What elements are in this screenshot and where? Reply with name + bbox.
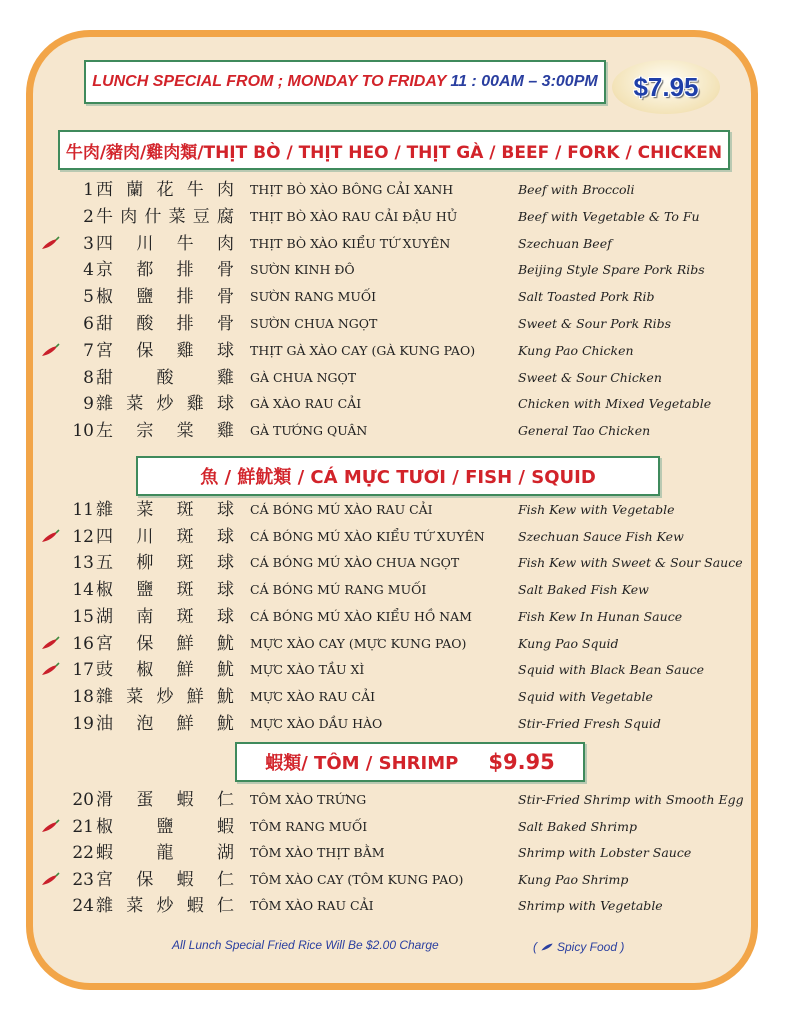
item-english-name: Shrimp with Lobster Sauce: [518, 845, 692, 861]
item-chinese-name: 宮 保 蝦 仁: [96, 869, 234, 890]
item-chinese-name: 四 川 斑 球: [96, 526, 234, 547]
item-chinese-name: 左 宗 棠 雞: [96, 421, 234, 442]
item-english-name: Salt Baked Shrimp: [518, 818, 638, 834]
item-chinese-name: 雜 菜 斑 球: [96, 500, 234, 520]
item-vietnamese-name: GÀ TƯỚNG QUÂN: [250, 423, 368, 439]
item-chinese-name: 椒 鹽 排 骨: [96, 287, 234, 308]
menu-item-row: [40, 257, 750, 283]
chili-pepper-icon: [40, 234, 60, 254]
menu-item-row: [40, 577, 750, 603]
item-vietnamese-name: CÁ BÓNG MÚ XÀO CHUA NGỌT: [250, 555, 460, 571]
item-number: 2: [83, 206, 94, 227]
menu-item-row: [40, 524, 750, 550]
item-chinese-name: 五 柳 斑 球: [96, 553, 234, 574]
item-number: 5: [83, 287, 94, 308]
item-english-name: Beef with Broccoli: [518, 182, 635, 197]
item-vietnamese-name: CÁ BÓNG MÚ XÀO KIỂU TỨ XUYÊN: [250, 528, 485, 544]
item-vietnamese-name: TÔM XÀO THỊT BẰM: [250, 845, 385, 861]
menu-item-row: [40, 391, 750, 417]
item-chinese-name: 宮 保 鮮 魷: [96, 633, 234, 654]
item-chinese-name: 甜 酸 排 骨: [96, 314, 234, 334]
lunch-special-text: LUNCH SPECIAL FROM ; MONDAY TO FRIDAY: [92, 73, 447, 90]
chili-pepper-icon: [40, 341, 60, 361]
item-number: 4: [83, 260, 94, 281]
menu-item-row: [40, 418, 750, 444]
item-chinese-name: 油 泡 鮮 魷: [96, 713, 234, 734]
item-english-name: Chicken with Mixed Vegetable: [518, 396, 712, 412]
menu-item-row: [40, 657, 750, 683]
item-chinese-name: 宮 保 雞 球: [96, 340, 234, 361]
item-vietnamese-name: MỰC XÀO TẦU XÌ: [250, 662, 365, 678]
menu-item-row: [40, 204, 750, 230]
item-number: 14: [72, 580, 94, 601]
item-english-name: Fish Kew with Vegetable: [518, 502, 675, 517]
item-english-name: Stir-Fried Fresh Squid: [518, 715, 661, 731]
section-title: 牛肉/豬肉/雞肉類/THỊT BÒ / THỊT HEO / THỊT GÀ / BEEF / FORK / CHICKEN: [65, 142, 723, 163]
item-number: 18: [72, 686, 94, 707]
section-header-beef-pork-chicken: [58, 130, 730, 170]
spicy-legend: [533, 940, 624, 954]
item-number: 7: [83, 340, 94, 361]
section-title: 蝦類/ TÔM / SHRIMP: [265, 753, 459, 774]
item-chinese-name: 雜 菜 炒 雞 球: [96, 394, 234, 415]
item-english-name: Salt Toasted Pork Rib: [518, 289, 655, 305]
item-chinese-name: 豉 椒 鮮 魷: [96, 660, 234, 681]
item-chinese-name: 蝦 龍 湖: [96, 843, 234, 864]
item-number: 10: [72, 421, 94, 442]
item-vietnamese-name: SƯỜN RANG MUỐI: [250, 289, 377, 305]
item-vietnamese-name: THỊT GÀ XÀO CAY (GÀ KUNG PAO): [250, 342, 476, 358]
item-vietnamese-name: TÔM XÀO CAY (TÔM KUNG PAO): [250, 871, 464, 887]
menu-item-row: [40, 231, 750, 257]
item-chinese-name: 椒 鹽 蝦: [96, 816, 234, 837]
item-number: 13: [72, 553, 94, 574]
item-english-name: Beijing Style Spare Pork Ribs: [518, 262, 705, 278]
item-number: 20: [72, 790, 94, 810]
item-vietnamese-name: THỊT BÒ XÀO BÔNG CẢI XANH: [250, 182, 454, 197]
menu-item-row: [40, 497, 750, 523]
item-number: 8: [83, 367, 94, 388]
item-english-name: Szechuan Sauce Fish Kew: [518, 528, 684, 544]
menu-item-row: [40, 338, 750, 364]
item-vietnamese-name: MỰC XÀO CAY (MỰC KUNG PAO): [250, 635, 467, 651]
item-english-name: Fish Kew In Hunan Sauce: [518, 608, 683, 624]
item-number: 17: [72, 660, 94, 681]
item-vietnamese-name: GÀ CHUA NGỌT: [250, 369, 357, 385]
item-number: 22: [72, 843, 94, 864]
item-number: 15: [72, 606, 94, 627]
item-vietnamese-name: SƯỜN KINH ĐÔ: [250, 262, 355, 278]
item-vietnamese-name: TÔM RANG MUỐI: [250, 818, 368, 834]
item-english-name: Sweet & Sour Pork Ribs: [518, 316, 672, 331]
menu-item-row: [40, 550, 750, 576]
chili-pepper-icon: [40, 527, 60, 547]
item-english-name: Stir-Fried Shrimp with Smooth Egg: [518, 792, 744, 807]
section-price: $9.95: [488, 750, 555, 774]
item-english-name: Fish Kew with Sweet & Sour Sauce: [518, 555, 743, 571]
lunch-price-badge: [612, 60, 720, 114]
menu-item-row: [40, 631, 750, 657]
item-english-name: Kung Pao Squid: [518, 635, 619, 651]
item-number: 16: [72, 633, 94, 654]
menu-item-row: [40, 840, 750, 866]
menu-item-row: [40, 814, 750, 840]
item-chinese-name: 西 蘭 花 牛 肉: [96, 180, 234, 200]
item-english-name: Beef with Vegetable & To Fu: [518, 208, 700, 224]
item-vietnamese-name: CÁ BÓNG MÚ RANG MUỐI: [250, 582, 427, 598]
item-number: 1: [83, 180, 94, 200]
chili-pepper-icon: [40, 870, 60, 890]
fried-rice-charge-note: All Lunch Special Fried Rice Will Be $2.00 Charge: [172, 938, 439, 952]
item-english-name: Shrimp with Vegetable: [518, 898, 663, 914]
chili-pepper-icon: [40, 634, 60, 654]
item-vietnamese-name: THỊT BÒ XÀO KIỂU TỨ XUYÊN: [250, 235, 451, 251]
item-number: 12: [72, 526, 94, 547]
spicy-legend-open: (: [533, 940, 537, 954]
lunch-hours: 11 : 00AM – 3:00PM: [450, 73, 598, 90]
item-vietnamese-name: MỰC XÀO RAU CẢI: [250, 688, 376, 704]
menu-item-row: [40, 311, 750, 337]
item-vietnamese-name: THỊT BÒ XÀO RAU CẢI ĐẬU HỦ: [250, 208, 458, 224]
item-chinese-name: 椒 鹽 斑 球: [96, 580, 234, 601]
section-header-fish-squid: [136, 456, 660, 496]
menu-item-row: [40, 284, 750, 310]
menu-item-row: [40, 177, 750, 203]
item-chinese-name: 四 川 牛 肉: [96, 233, 234, 254]
lunch-price: $7.95: [633, 71, 699, 102]
menu-item-row: [40, 711, 750, 737]
menu-item-row: [40, 684, 750, 710]
item-number: 3: [83, 233, 94, 254]
item-english-name: Squid with Vegetable: [518, 688, 653, 704]
item-number: 19: [72, 713, 94, 734]
chili-pepper-icon: [540, 942, 554, 952]
item-chinese-name: 甜 酸 雞: [96, 367, 234, 388]
item-number: 11: [72, 500, 94, 520]
item-english-name: Squid with Black Bean Sauce: [518, 662, 705, 678]
spicy-legend-label: Spicy Food ): [557, 940, 625, 954]
chili-pepper-icon: [40, 817, 60, 837]
item-vietnamese-name: TÔM XÀO TRỨNG: [250, 792, 367, 807]
item-number: 21: [72, 816, 94, 837]
lunch-special-banner: [84, 60, 606, 104]
item-chinese-name: 湖 南 斑 球: [96, 606, 234, 627]
menu-item-row: [40, 604, 750, 630]
chili-pepper-icon: [40, 660, 60, 680]
item-chinese-name: 雜 菜 炒 蝦 仁: [96, 896, 234, 917]
item-number: 24: [72, 896, 94, 917]
item-chinese-name: 滑 蛋 蝦 仁: [96, 790, 234, 810]
item-english-name: Kung Pao Chicken: [518, 342, 634, 358]
item-english-name: Kung Pao Shrimp: [518, 871, 629, 887]
menu-item-row: [40, 893, 750, 919]
item-chinese-name: 牛 肉 什 菜 豆 腐: [96, 206, 234, 227]
item-vietnamese-name: TÔM XÀO RAU CẢI: [250, 898, 374, 914]
item-vietnamese-name: SƯỜN CHUA NGỌT: [250, 316, 378, 331]
item-english-name: Szechuan Beef: [518, 235, 612, 251]
item-number: 6: [83, 314, 94, 334]
section-header-shrimp: [235, 742, 585, 782]
menu-item-row: [40, 867, 750, 893]
item-number: 9: [83, 394, 94, 415]
item-english-name: Salt Baked Fish Kew: [518, 582, 649, 598]
item-vietnamese-name: CÁ BÓNG MÚ XÀO RAU CẢI: [250, 502, 433, 517]
item-english-name: Sweet & Sour Chicken: [518, 369, 662, 385]
item-vietnamese-name: CÁ BÓNG MÚ XÀO KIỂU HỒ NAM: [250, 608, 472, 624]
item-vietnamese-name: GÀ XÀO RAU CẢI: [250, 396, 362, 412]
item-english-name: General Tao Chicken: [518, 423, 651, 439]
menu-item-row: [40, 365, 750, 391]
item-chinese-name: 雜 菜 炒 鮮 魷: [96, 686, 234, 707]
item-chinese-name: 京 都 排 骨: [96, 260, 234, 281]
item-number: 23: [72, 869, 94, 890]
section-title: 魚 / 鮮魷類 / CÁ MỰC TƯƠI / FISH / SQUID: [200, 467, 596, 488]
menu-item-row: [40, 787, 750, 813]
item-vietnamese-name: MỰC XÀO DẦU HÀO: [250, 715, 383, 731]
